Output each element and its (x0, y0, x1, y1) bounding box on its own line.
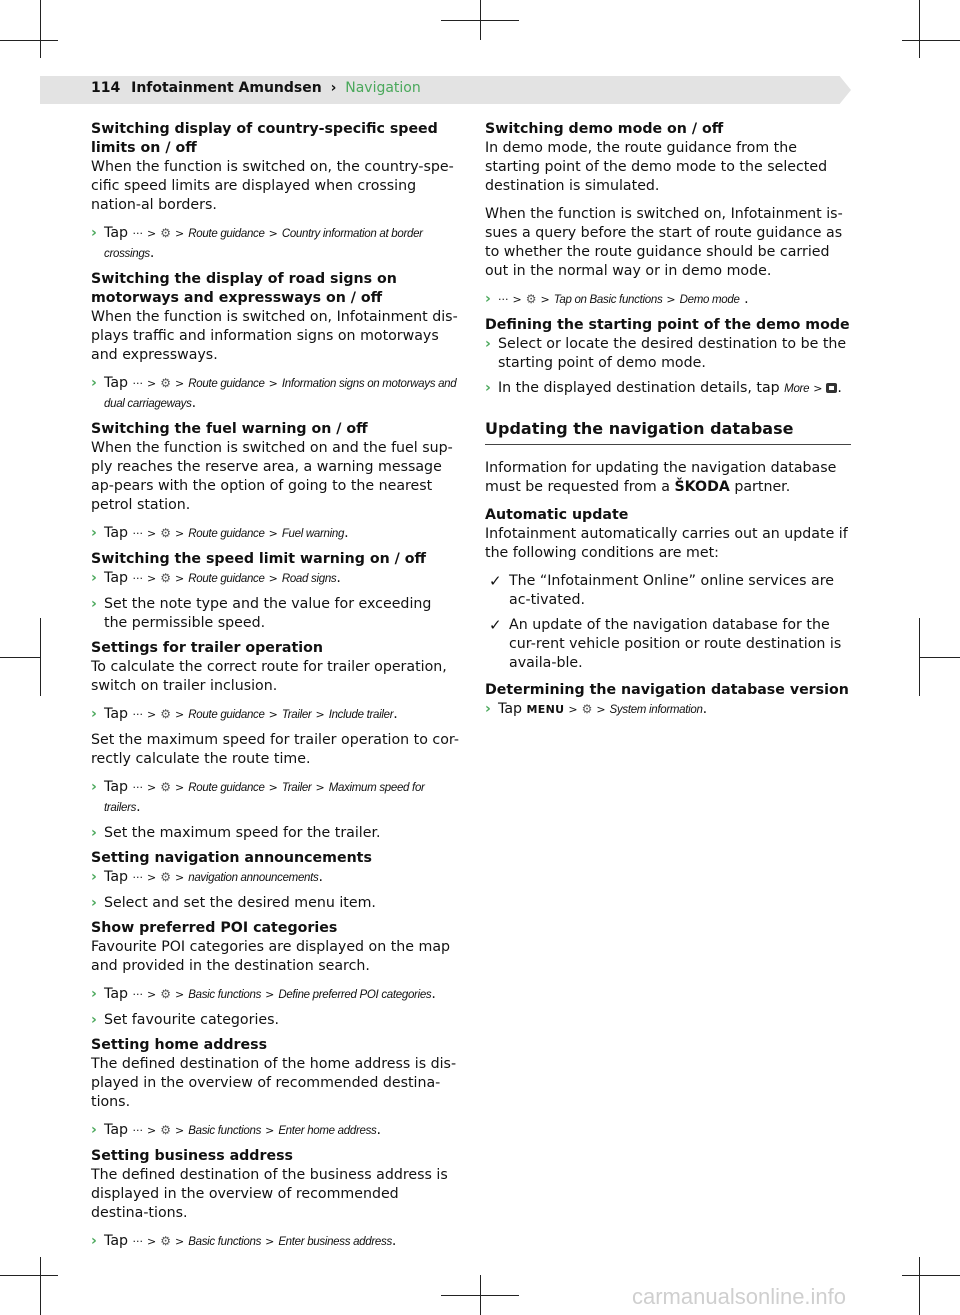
tap-word: Tap (104, 706, 129, 722)
breadcrumb-separator: › (330, 80, 337, 96)
path-separator: > (265, 1124, 275, 1137)
gear-icon: ⚙ (160, 987, 172, 1001)
instruction-step (91, 1011, 459, 1030)
section-title: Updating the navigation database (485, 419, 851, 445)
instruction-step (91, 868, 459, 888)
more-dots-icon: ··· (132, 708, 144, 721)
instruction-step (91, 705, 459, 725)
checkmark-icon: ✓ (489, 572, 502, 590)
instruction-step (91, 524, 459, 544)
path-separator: > (147, 781, 157, 794)
more-dots-icon: ··· (132, 377, 144, 390)
step-period: . (431, 986, 436, 1002)
menu-ref: Demo mode (679, 294, 740, 306)
menu-ref: Basic functions (188, 1236, 262, 1248)
section-heading: Switching demo mode on / off (485, 121, 724, 137)
path-separator: > (268, 377, 278, 390)
condition-text: An update of the navigation database for the cur-rent vehicle position or route destination is availa-ble. (509, 617, 842, 671)
step-period: . (318, 869, 324, 885)
crop-mark (919, 0, 920, 58)
section-body: The defined destination of the business address is displayed in the overview of recommended destina-tions. (91, 1167, 448, 1221)
fuel-warning-section (91, 420, 459, 515)
gear-icon: ⚙ (160, 226, 172, 240)
condition-item (485, 616, 853, 673)
right-column (485, 120, 853, 726)
section-body (485, 459, 853, 497)
trailer-section (91, 639, 459, 696)
context-menu-icon (826, 383, 837, 393)
menu-ref: Route guidance (188, 573, 265, 585)
section-body: Set the maximum speed for trailer operation to cor-rectly calculate the route time. (91, 732, 459, 767)
intro-text-end: partner. (734, 479, 791, 495)
section-heading: Switching display of country-specific speed limits on / off (91, 121, 438, 156)
condition-text: The “Infotainment Online” online services are ac-tivated. (509, 573, 834, 608)
path-separator: > (540, 293, 550, 306)
menu-ref: Enter home address (278, 1125, 377, 1137)
crop-mark (40, 0, 41, 58)
home-address-section (91, 1036, 459, 1112)
left-column (91, 120, 459, 1258)
step-period: . (744, 291, 749, 307)
instruction-step (91, 595, 459, 633)
step-arrow-icon: › (91, 525, 97, 541)
section-heading: Determining the navigation database version (485, 682, 849, 698)
tap-word: Tap (498, 701, 523, 717)
step-arrow-icon: › (91, 375, 97, 391)
path-separator: > (175, 377, 185, 390)
section-heading: Setting home address (91, 1037, 268, 1053)
tap-word: Tap (104, 525, 129, 541)
path-separator: > (147, 527, 157, 540)
more-dots-icon: ··· (132, 527, 144, 540)
step-text: In the displayed destination details, tap (498, 380, 780, 396)
section-heading: Show preferred POI categories (91, 920, 338, 936)
path-separator: > (175, 527, 185, 540)
section-heading: Settings for trailer operation (91, 640, 323, 656)
step-arrow-icon: › (485, 336, 491, 352)
tap-word: Tap (104, 986, 129, 1002)
step-arrow-icon: › (91, 986, 97, 1002)
more-dots-icon: ··· (498, 293, 509, 306)
instruction-step (91, 894, 459, 913)
instruction-step (485, 379, 853, 399)
gear-icon: ⚙ (160, 571, 172, 585)
gear-icon: ⚙ (160, 1234, 172, 1248)
step-arrow-icon: › (91, 1233, 97, 1249)
intro-text: Information for updating the navigation database must be requested from a (485, 460, 837, 495)
tap-word: Tap (104, 225, 129, 241)
step-arrow-icon: › (91, 779, 97, 795)
section-body: To calculate the correct route for trailer operation, switch on trailer inclusion. (91, 659, 447, 694)
section-body: When the function is switched on and the fuel sup-ply reaches the reserve area, a warning message ap-pears with the option of going to the nearest petrol station. (91, 440, 453, 513)
menu-ref: Route guidance (188, 709, 265, 721)
step-period: . (136, 799, 141, 815)
path-separator: > (265, 988, 275, 1001)
instruction-step (485, 335, 853, 373)
condition-item (485, 572, 853, 610)
section-body: Favourite POI categories are displayed on the map and provided in the destination search. (91, 939, 451, 974)
path-separator: > (315, 781, 325, 794)
instruction-step (91, 778, 459, 818)
step-text: Set the maximum speed for the trailer. (104, 825, 381, 841)
section-body: In demo mode, the route guidance from the starting point of the demo mode to the selected destination is simulated. (485, 140, 828, 194)
path-separator: > (175, 871, 185, 884)
tap-word: Tap (104, 1122, 129, 1138)
menu-ref: Trailer (281, 709, 312, 721)
path-separator: > (666, 293, 676, 306)
path-separator: > (147, 1124, 157, 1137)
path-separator: > (147, 871, 157, 884)
path-separator: > (175, 1235, 185, 1248)
menu-ref: navigation announcements (188, 872, 319, 884)
crop-mark (40, 1257, 41, 1315)
more-dots-icon: ··· (132, 1124, 144, 1137)
section-body: Infotainment automatically carries out an update if the following conditions are met: (485, 526, 848, 561)
step-arrow-icon: › (91, 1012, 97, 1028)
tap-word: Tap (104, 570, 129, 586)
menu-ref: Basic functions (188, 1125, 262, 1137)
step-period: . (391, 1233, 397, 1249)
gear-icon: ⚙ (525, 292, 537, 306)
tap-word: Tap (104, 779, 129, 795)
menu-ref: Include trailer (328, 709, 394, 721)
more-dots-icon: ··· (132, 227, 144, 240)
section-body: When the function is switched on, Infotainment dis-plays traffic and information signs on motorways and expressways. (91, 309, 458, 363)
path-separator: > (147, 708, 157, 721)
crop-mark (441, 20, 519, 21)
step-period: . (393, 706, 398, 722)
header-section: Infotainment Amundsen (131, 80, 322, 96)
country-speed-section (91, 120, 459, 215)
step-arrow-icon: › (91, 1122, 97, 1138)
poi-section (91, 919, 459, 976)
step-arrow-icon: › (91, 225, 97, 241)
section-heading: Automatic update (485, 507, 629, 523)
more-dots-icon: ··· (132, 572, 144, 585)
step-arrow-icon: › (91, 596, 97, 612)
path-separator: > (147, 1235, 157, 1248)
brand-name: ŠKODA (674, 479, 730, 495)
step-text: Set favourite categories. (104, 1012, 280, 1028)
menu-ref: Route guidance (188, 528, 265, 540)
menu-ref: Fuel warning (281, 528, 345, 540)
path-separator: > (175, 227, 185, 240)
menu-ref: Route guidance (188, 378, 265, 390)
gear-icon: ⚙ (160, 1123, 172, 1137)
instruction-step (91, 224, 459, 264)
step-period: . (149, 245, 155, 261)
menu-ref: Basic functions (188, 989, 262, 1001)
path-separator: > (147, 572, 157, 585)
path-separator: > (175, 572, 185, 585)
crop-mark (441, 1295, 519, 1296)
section-heading: Switching the fuel warning on / off (91, 421, 368, 437)
path-separator: > (568, 703, 578, 716)
path-separator: > (175, 988, 185, 1001)
section-heading: Setting navigation announcements (91, 850, 372, 866)
header-current-section: Navigation (345, 80, 421, 96)
tap-word: Tap (104, 1233, 129, 1249)
gear-icon: ⚙ (160, 526, 172, 540)
crop-mark (0, 1275, 58, 1276)
gear-icon: ⚙ (160, 376, 172, 390)
menu-ref: System information (609, 704, 703, 716)
path-separator: > (268, 708, 278, 721)
path-separator: > (175, 708, 185, 721)
step-arrow-icon: › (485, 291, 491, 307)
road-signs-section (91, 270, 459, 365)
more-dots-icon: ··· (132, 781, 144, 794)
gear-icon: ⚙ (160, 870, 172, 884)
step-period: . (837, 380, 842, 396)
business-address-section (91, 1147, 459, 1223)
path-separator: > (268, 527, 278, 540)
section-heading: Defining the starting point of the demo mode (485, 317, 850, 333)
menu-ref: Define preferred POI categories (278, 989, 432, 1001)
step-period: . (344, 525, 349, 541)
step-arrow-icon: › (485, 380, 491, 396)
path-separator: > (175, 781, 185, 794)
step-arrow-icon: › (91, 825, 97, 841)
menu-ref: Road signs (281, 573, 337, 585)
more-dots-icon: ··· (132, 871, 144, 884)
path-separator: > (813, 382, 823, 395)
step-arrow-icon: › (91, 706, 97, 722)
crop-mark (0, 40, 58, 41)
section-heading: Switching the speed limit warning on / off (91, 551, 426, 567)
section-body: When the function is switched on, the country-spe-cific speed limits are displayed when crossing nation-al borders. (91, 159, 454, 213)
section-heading: Setting business address (91, 1148, 293, 1164)
step-arrow-icon: › (485, 701, 491, 717)
menu-ref: Enter business address (278, 1236, 392, 1248)
crop-mark (919, 1257, 920, 1315)
path-separator: > (147, 377, 157, 390)
section-body: When the function is switched on, Infotainment is-sues a query before the start of route guidance as to whether the route guidance should be carried out in the normal way or in demo mode. (485, 206, 843, 279)
crop-mark (40, 618, 41, 696)
crop-mark (902, 1275, 960, 1276)
path-separator: > (512, 293, 522, 306)
step-arrow-icon: › (91, 570, 97, 586)
path-separator: > (147, 988, 157, 1001)
more-dots-icon: ··· (132, 1235, 144, 1248)
section-heading: Switching the display of road signs on motorways and expressways on / off (91, 271, 397, 306)
path-separator: > (175, 1124, 185, 1137)
step-arrow-icon: › (91, 895, 97, 911)
menu-ref: Tap on Basic functions (553, 294, 663, 306)
gear-icon: ⚙ (581, 702, 593, 716)
instruction-step (485, 290, 853, 310)
instruction-step (91, 824, 459, 843)
crop-mark (902, 40, 960, 41)
instruction-step (91, 1121, 459, 1141)
path-separator: > (268, 227, 278, 240)
crop-mark (0, 657, 40, 658)
step-text: Select and set the desired menu item. (104, 895, 376, 911)
instruction-step (91, 985, 459, 1005)
step-period: . (191, 395, 197, 411)
menu-ref: Maximum speed for trailers (104, 782, 425, 814)
path-separator: > (265, 1235, 275, 1248)
menu-ref: Route guidance (188, 782, 265, 794)
section-body: The defined destination of the home address is dis-played in the overview of recommended destina-tions. (91, 1056, 457, 1110)
menu-key-icon: MENU (526, 703, 565, 716)
path-separator: > (268, 781, 278, 794)
path-separator: > (315, 708, 325, 721)
page-header (91, 80, 421, 96)
more-dots-icon: ··· (132, 988, 144, 1001)
path-separator: > (268, 572, 278, 585)
menu-ref: Route guidance (188, 228, 265, 240)
checkmark-icon: ✓ (489, 616, 502, 634)
path-separator: > (147, 227, 157, 240)
gear-icon: ⚙ (160, 780, 172, 794)
instruction-step (91, 374, 459, 414)
automatic-update-section (485, 506, 853, 563)
instruction-step (91, 569, 459, 589)
step-text: Set the note type and the value for exceeding the permissible speed. (104, 596, 432, 631)
gear-icon: ⚙ (160, 707, 172, 721)
tap-word: Tap (104, 869, 129, 885)
step-period: . (702, 701, 708, 717)
page-number: 114 (91, 80, 121, 96)
demo-mode-section (485, 120, 853, 196)
instruction-step (485, 700, 853, 720)
menu-ref: More (784, 383, 810, 395)
menu-ref: Information signs on motorways and dual carriageways (104, 378, 457, 410)
tap-word: Tap (104, 375, 129, 391)
path-separator: > (596, 703, 606, 716)
step-text: Select or locate the desired destination to be the starting point of demo mode. (498, 336, 847, 371)
step-arrow-icon: › (91, 869, 97, 885)
menu-ref: Country information at border crossings (104, 228, 423, 260)
instruction-step (91, 1232, 459, 1252)
menu-ref: Trailer (281, 782, 312, 794)
crop-mark (919, 657, 960, 658)
step-period: . (376, 1122, 381, 1138)
step-period: . (336, 570, 341, 586)
watermark: carmanualsonline.info (632, 1284, 847, 1309)
